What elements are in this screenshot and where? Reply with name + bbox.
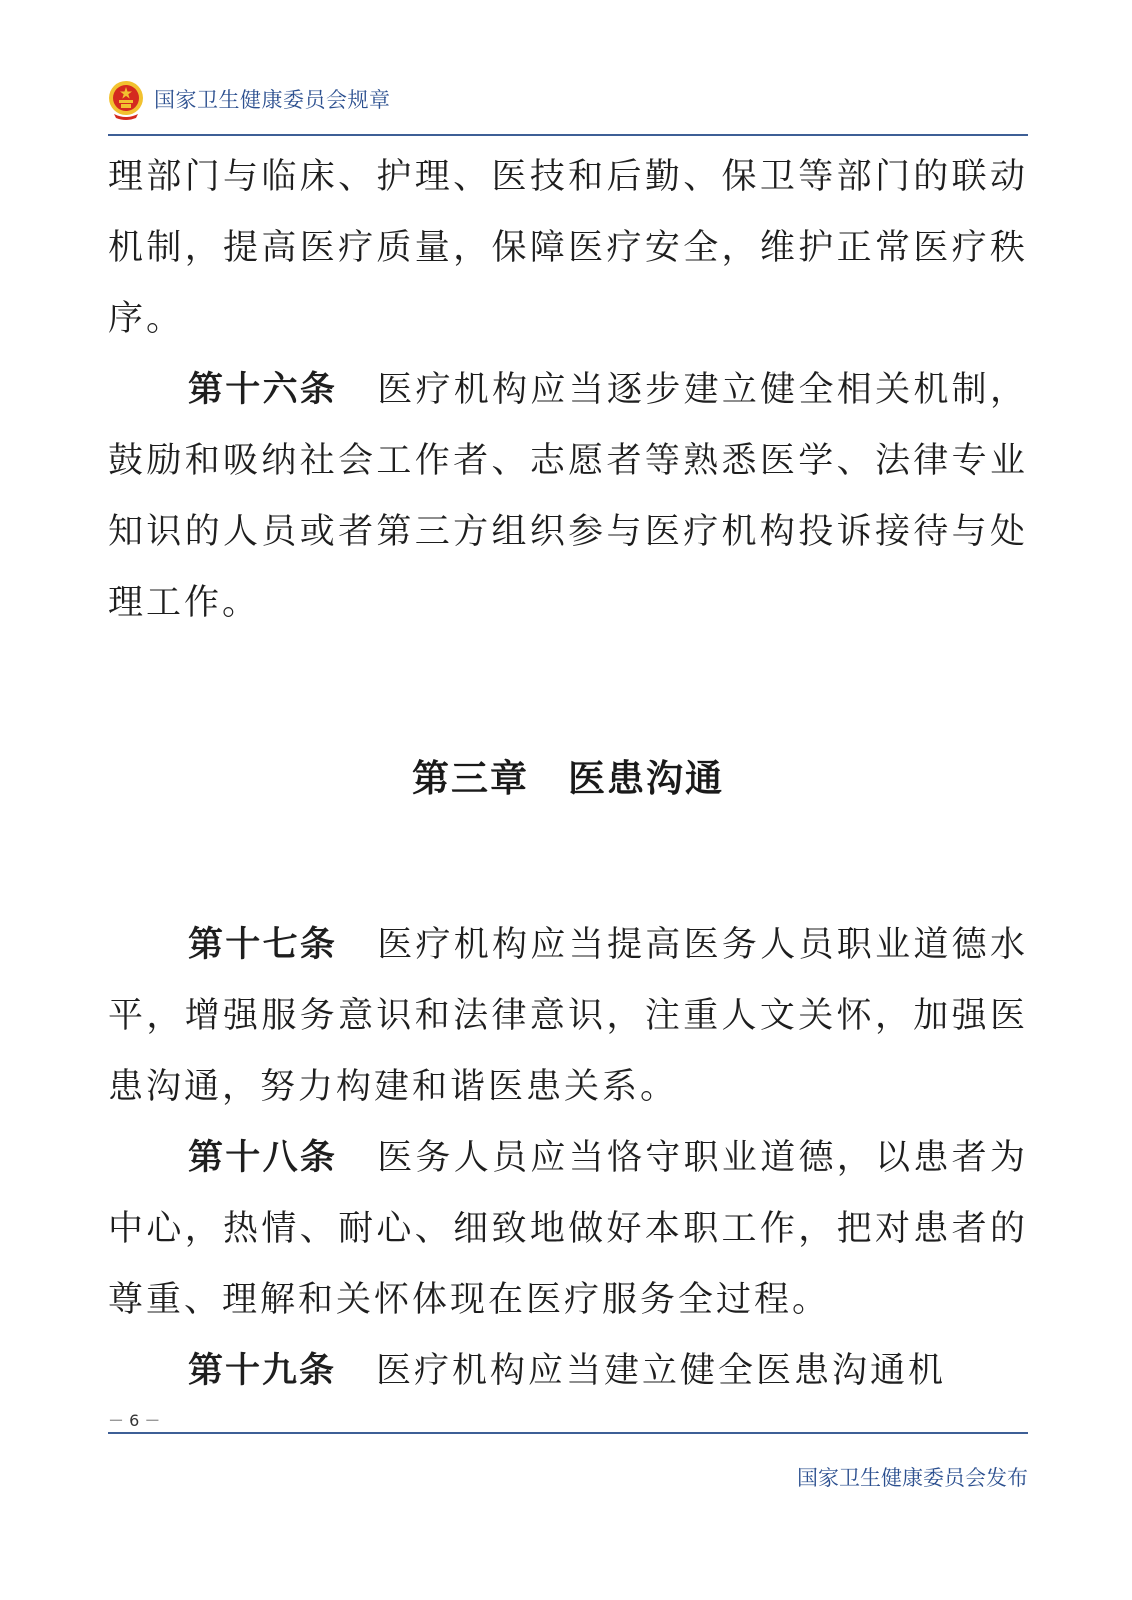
article-18-label: 第十八条 [188,1138,338,1178]
article-17 [108,910,1028,1123]
page-header [108,76,1028,136]
article-18 [108,1123,1028,1336]
page-number: － 6 － [108,1411,161,1430]
header-title: 国家卫生健康委员会规章 [154,88,391,112]
article-17-text: 医疗机构应当提高医务人员职业道德水平，增强服务意识和法律意识，注重人文关怀，加强医患沟通，努力构建和谐医患关系。 [108,925,1028,1107]
article-18-text: 医务人员应当恪守职业道德，以患者为中心，热情、耐心、细致地做好本职工作，把对患者的尊重、理解和关怀体现在医疗服务全过程。 [108,1138,1028,1320]
footer-divider [108,1432,1028,1434]
chapter-heading: 第三章 医患沟通 [412,757,724,800]
section-upper [108,142,1028,639]
national-emblem-icon [108,80,144,120]
article-19-text: 医疗机构应当建立健全医患沟通机 [376,1351,947,1391]
paragraph-continued: 理部门与临床、护理、医技和后勤、保卫等部门的联动机制，提高医疗质量，保障医疗安全，维护正常医疗秩序。 [108,157,1028,339]
article-19-label: 第十九条 [188,1351,337,1391]
article-16-text: 医疗机构应当逐步建立健全相关机制，鼓励和吸纳社会工作者、志愿者等熟悉医学、法律专业知识的人员或者第三方组织参与医疗机构投诉接待与处理工作。 [108,370,1028,623]
article-16 [108,355,1028,639]
article-19 [108,1336,1028,1407]
article-16-label: 第十六条 [188,370,338,410]
header-divider [108,134,1028,136]
publisher-label: 国家卫生健康委员会发布 [797,1466,1028,1490]
section-lower [108,910,1028,1407]
article-17-label: 第十七条 [188,925,338,965]
